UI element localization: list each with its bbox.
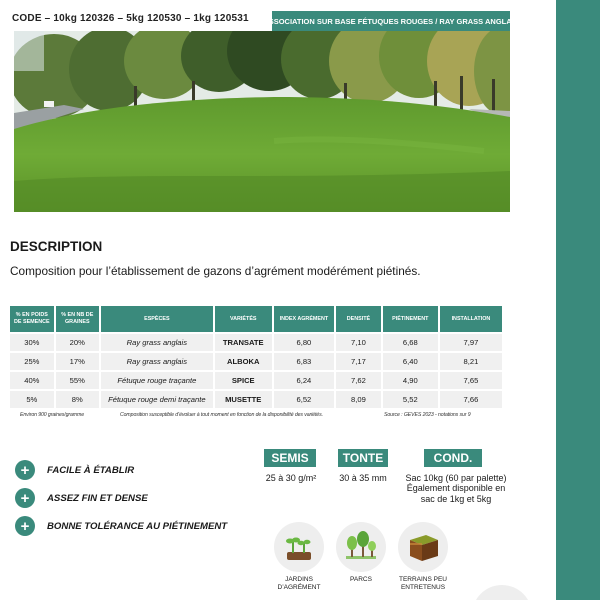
cell-seeds: 55% [56, 372, 99, 389]
use-label-line: D’AGRÉMENT [277, 584, 321, 592]
cell-weight: 30% [10, 334, 54, 351]
right-accent-band [556, 0, 600, 600]
description-title: DESCRIPTION [10, 239, 103, 254]
cell-installation: 8,21 [440, 353, 502, 370]
footnote-seeds: Environ 900 graines/gramme [20, 412, 85, 418]
semis-value: 25 à 30 g/m² [265, 473, 317, 483]
feature-label: BONNE TOLÉRANCE AU PIÉTINEMENT [47, 520, 228, 532]
soil-block-icon [398, 522, 448, 572]
cell-variety: MUSETTE [215, 391, 272, 408]
cell-density: 8,09 [336, 391, 381, 408]
col-header-density: DENSITÉ [336, 306, 381, 332]
use-label-line: ENTRETENUS [400, 584, 446, 592]
association-badge: ASSOCIATION SUR BASE FÉTUQUES ROUGES / RAY GRASS ANGLAIS [272, 11, 510, 31]
cell-index: 6,80 [274, 334, 334, 351]
use-label-line: PARCS [350, 576, 372, 583]
cell-seeds: 8% [56, 391, 99, 408]
cell-trampling: 4,90 [383, 372, 438, 389]
seedlings-icon [274, 522, 324, 572]
cell-index: 6,52 [274, 391, 334, 408]
use-label-line: TERRAINS PEU [398, 576, 448, 583]
use-label-gardens [264, 576, 334, 593]
corner-decoration [472, 585, 532, 600]
use-label-parks [326, 576, 396, 584]
table-row [10, 334, 502, 351]
trees-icon [336, 522, 386, 572]
footnote-composition: Composition susceptible d’évoluer à tout moment en fonction de la disponibilité des variétés. [120, 412, 323, 418]
cond-line: Également disponible en [406, 483, 506, 494]
plus-icon: + [15, 488, 35, 508]
feature-label: FACILE À ÉTABLIR [47, 464, 135, 476]
cell-species: Fétuque rouge traçante [101, 372, 213, 389]
cell-variety: TRANSATE [215, 334, 272, 351]
cond-header: COND. [424, 449, 482, 467]
cell-seeds: 20% [56, 334, 99, 351]
cell-species: Fétuque rouge demi traçante [101, 391, 213, 408]
cell-weight: 25% [10, 353, 54, 370]
cell-trampling: 6,40 [383, 353, 438, 370]
feature-item [15, 516, 227, 536]
cond-value [396, 473, 516, 504]
feature-item [15, 460, 134, 480]
col-header-index: INDEX AGRÉMENT [274, 306, 334, 332]
feature-label: ASSEZ FIN ET DENSE [47, 492, 148, 504]
cell-trampling: 5,52 [383, 391, 438, 408]
cell-weight: 5% [10, 391, 54, 408]
col-header-seeds: % EN NB DE GRAINES [56, 306, 99, 332]
description-text: Composition pour l’établissement de gazons d’agrément modérément piétinés. [10, 264, 421, 278]
cell-density: 7,62 [336, 372, 381, 389]
feature-item [15, 488, 148, 508]
col-header-species: ESPÈCES [101, 306, 213, 332]
col-header-variety: VARIÉTÉS [215, 306, 272, 332]
cell-index: 6,24 [274, 372, 334, 389]
tonte-value: 30 à 35 mm [339, 473, 387, 483]
semis-header: SEMIS [264, 449, 316, 467]
cell-installation: 7,97 [440, 334, 502, 351]
use-label-low-maintenance [388, 576, 458, 593]
plus-icon: + [15, 460, 35, 480]
cell-species: Ray grass anglais [101, 353, 213, 370]
col-header-installation: INSTALLATION [440, 306, 502, 332]
cell-installation: 7,65 [440, 372, 502, 389]
cell-installation: 7,66 [440, 391, 502, 408]
tonte-header: TONTE [338, 449, 388, 467]
use-label-line: JARDINS [285, 576, 313, 583]
cond-line: sac de 1kg et 5kg [420, 493, 492, 504]
cond-line: Sac 10kg (60 par palette) [405, 473, 507, 483]
table-row [10, 353, 502, 370]
lawn-photo [14, 31, 510, 212]
plus-icon: + [15, 516, 35, 536]
cell-species: Ray grass anglais [101, 334, 213, 351]
cell-trampling: 6,68 [383, 334, 438, 351]
col-header-trampling: PIÉTINEMENT [383, 306, 438, 332]
cell-weight: 40% [10, 372, 54, 389]
cell-variety: SPICE [215, 372, 272, 389]
col-header-weight: % EN POIDS DE SEMENCE [10, 306, 54, 332]
cell-index: 6,83 [274, 353, 334, 370]
cell-seeds: 17% [56, 353, 99, 370]
composition-table [8, 304, 504, 410]
cell-variety: ALBOKA [215, 353, 272, 370]
cell-density: 7,10 [336, 334, 381, 351]
footnote-source: Source : GEVES 2023 - notations sur 9 [384, 412, 471, 418]
product-codes: CODE – 10kg 120326 – 5kg 120530 – 1kg 120531 [12, 13, 249, 24]
cell-density: 7,17 [336, 353, 381, 370]
table-header-row [10, 306, 502, 332]
table-row [10, 372, 502, 389]
table-row [10, 391, 502, 408]
